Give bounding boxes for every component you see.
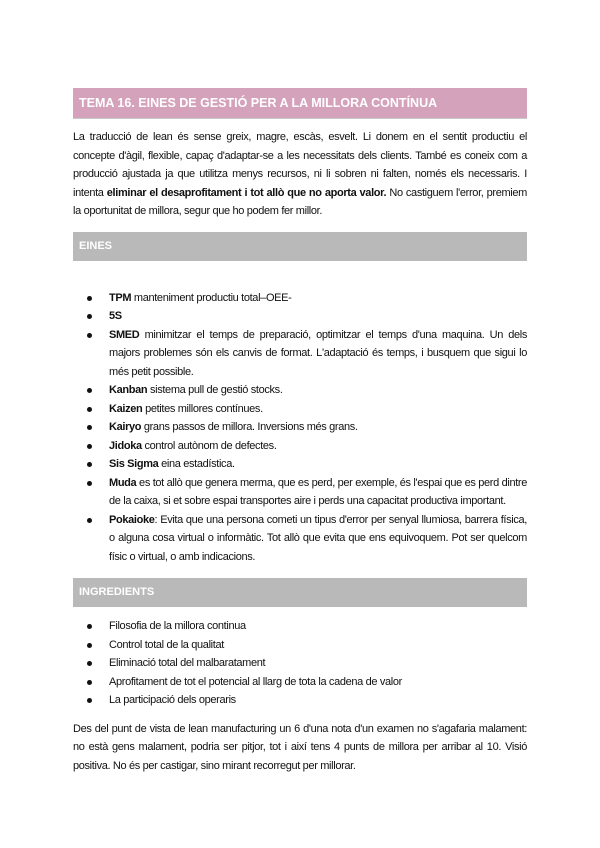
list-item bbox=[109, 474, 527, 511]
list-item bbox=[109, 437, 527, 456]
list-item: Control total de la qualitat bbox=[109, 636, 527, 655]
list-item: La participació dels operaris bbox=[109, 691, 527, 710]
list-item bbox=[109, 289, 527, 308]
list-item bbox=[109, 511, 527, 567]
item-text: petites millores contínues. bbox=[142, 402, 263, 415]
item-term: Kairyo bbox=[109, 421, 142, 433]
list-item bbox=[109, 418, 527, 437]
item-term: Jidoka bbox=[109, 439, 142, 452]
document-page bbox=[73, 0, 527, 795]
list-item bbox=[109, 307, 527, 326]
item-term: Pokaioke bbox=[109, 513, 155, 526]
item-term: 5S bbox=[109, 310, 122, 322]
item-text: manteniment productiu total–OEE- bbox=[131, 291, 292, 304]
item-text: control autònom de defectes. bbox=[141, 439, 277, 452]
list-item: Aprofitament de tot el potencial al llarg de tota la cadena de valor bbox=[109, 673, 527, 692]
item-term: TPM bbox=[109, 291, 132, 304]
item-term: Kaizen bbox=[109, 402, 143, 415]
list-item bbox=[109, 381, 527, 400]
page-title: TEMA 16. EINES DE GESTIÓ PER A LA MILLORA CONTÍNUA bbox=[73, 88, 527, 119]
list-item bbox=[109, 326, 527, 382]
section-heading-ingredients: INGREDIENTS bbox=[73, 578, 527, 607]
item-text: grans passos de millora. Inversions més grans. bbox=[141, 421, 358, 433]
item-text: sistema pull de gestió stocks. bbox=[147, 384, 283, 396]
item-text: : Evita que una persona cometi un tipus d'error per senyal llumiosa, barrera física, o alguna cosa virtual o informàtic. Tot allò que evita que ens equivoquem. Pot ser quelcom físic o virtual, o amb indicacions. bbox=[109, 513, 527, 563]
item-term: SMED bbox=[109, 328, 140, 341]
intro-bold-text: eliminar el desaprofitament i tot allò que no aporta valor. bbox=[106, 186, 387, 199]
list-item bbox=[109, 400, 527, 419]
closing-paragraph: Des del punt de vista de lean manufacturing un 6 d'una nota d'un examen no s'agafaria malament: no està gens malament, podria ser pitjor, tot i així tens 4 punts de millora per arribar al 10. Visió positiva. No és per castigar, sino mirant recorregut per millorar. bbox=[73, 722, 527, 772]
item-text: eina estadística. bbox=[158, 458, 235, 470]
item-text: minimitzar el temps de preparació, optimitzar el temps d'una maquina. Un dels majors problemes són els canvis de format. L'adaptació és temps, i busquem que sigui lo més petit possible. bbox=[109, 328, 527, 378]
list-item: Filosofia de la millora continua bbox=[109, 617, 527, 636]
item-term: Kanban bbox=[109, 384, 148, 396]
ingredients-list bbox=[73, 617, 527, 710]
list-item bbox=[109, 455, 527, 474]
list-item: Eliminació total del malbaratament bbox=[109, 654, 527, 673]
section-heading-eines: EINES bbox=[73, 232, 527, 261]
item-text: es tot allò que genera merma, que es perd, per exemple, és l'espai que es perd dintre de la caixa, si et sobre espai transportes aire i perds una capacitat productiva important. bbox=[109, 476, 527, 507]
intro-paragraph bbox=[73, 128, 527, 221]
intro-text: La traducció de lean és sense greix, magre, escàs, esvelt. Li donem en el sentit productiu el concepte d'àgil, flexible, capaç d'adaptar-se a les necessitats dels clients. També es coneix com a producció ajustada ja que utilitza menys recursos, ni li sobren ni falten, només els necessaris. I intenta bbox=[73, 131, 527, 199]
eines-list bbox=[73, 289, 527, 567]
item-term: Sis Sigma bbox=[109, 458, 159, 470]
item-term: Muda bbox=[109, 476, 137, 489]
intro-text-end: No castiguem l'error, premiem la oportunitat de millora, segur que ho podem fer millor. bbox=[73, 186, 527, 217]
